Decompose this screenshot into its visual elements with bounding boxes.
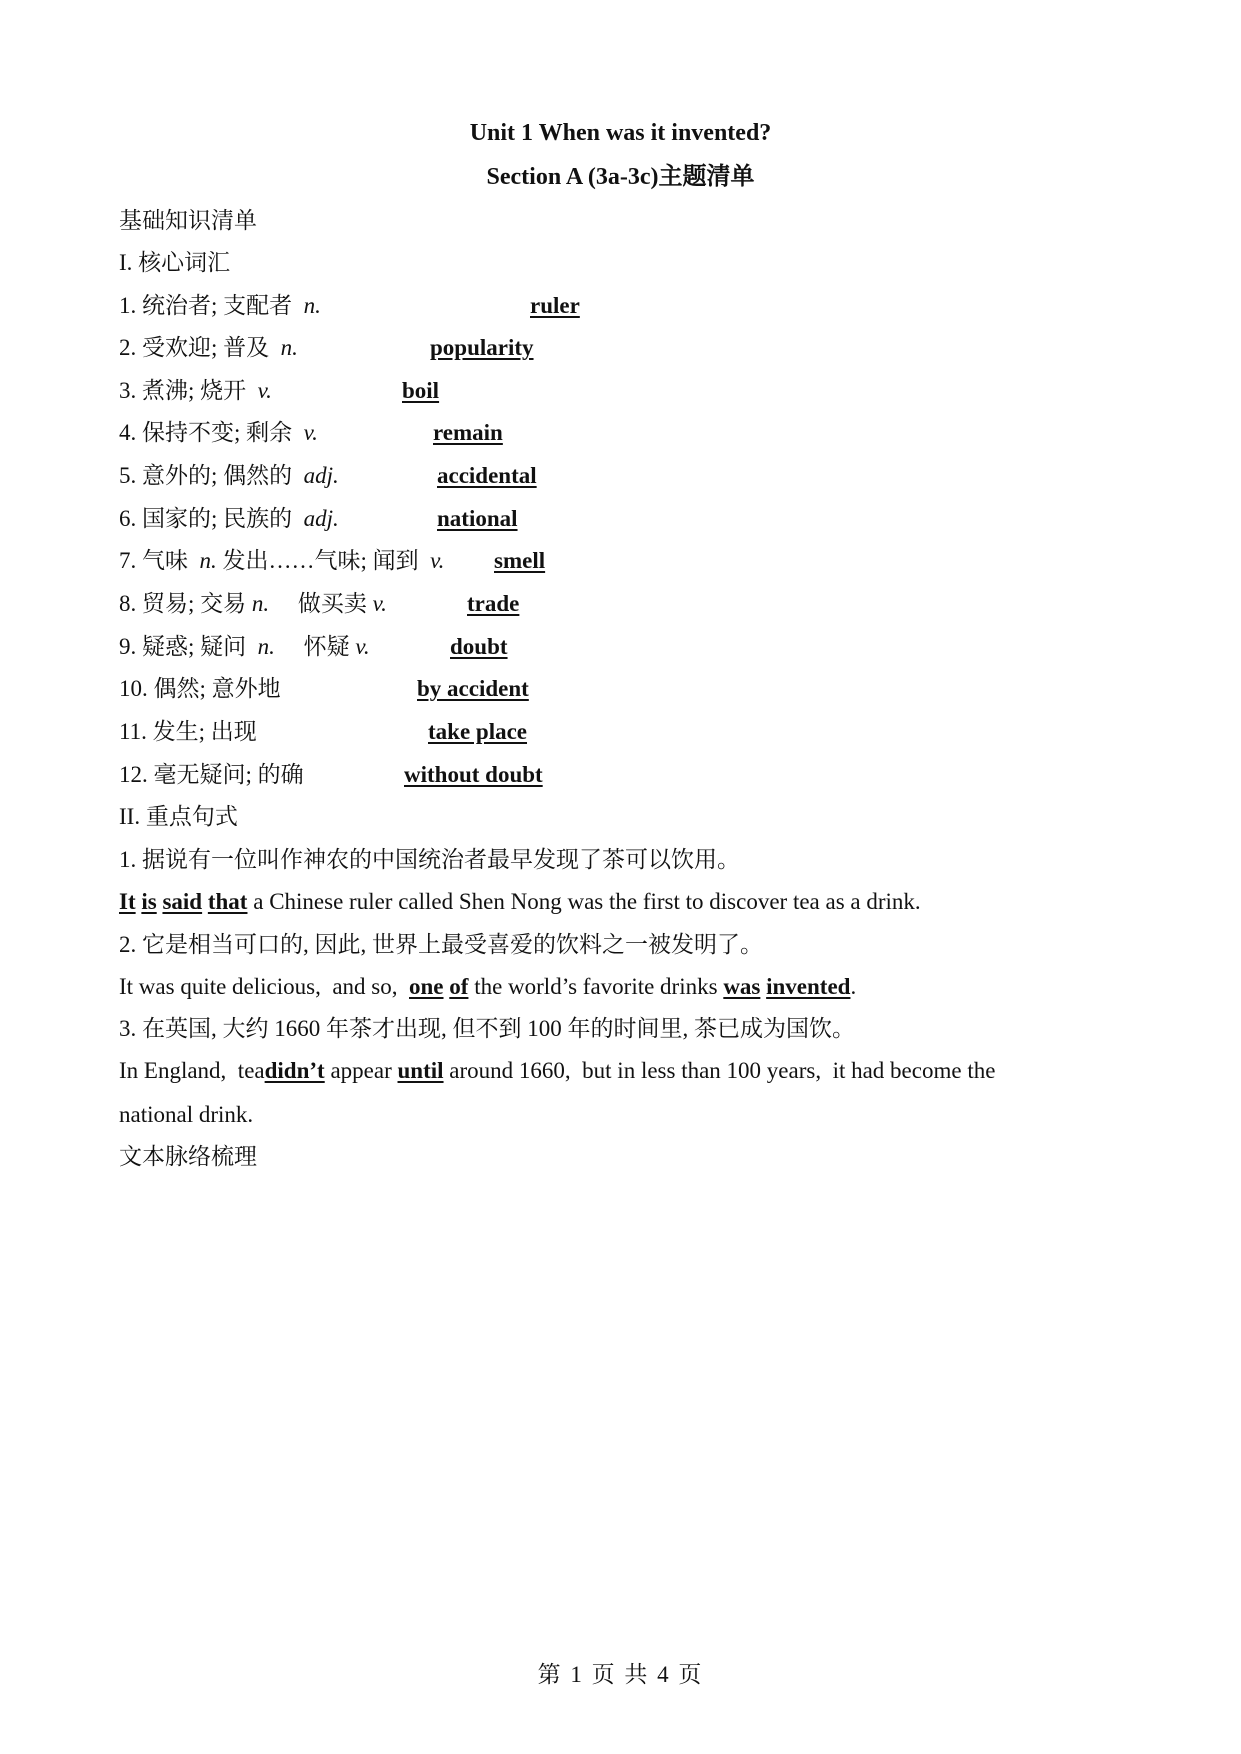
vocab-answer: doubt xyxy=(450,634,508,659)
vocab-answer: without doubt xyxy=(404,762,543,787)
vocab-item: 10. 偶然; 意外地 xyxy=(119,676,281,701)
section-basic-heading: 基础知识清单 xyxy=(119,208,257,233)
page-footer: 第 1 页 共 4 页 xyxy=(537,1662,704,1687)
vocab-item: 12. 毫无疑问; 的确 xyxy=(119,762,304,787)
vocab-answer: ruler xyxy=(530,293,580,318)
vocab-answer: boil xyxy=(402,378,440,403)
vocab-heading: I. 核心词汇 xyxy=(119,250,231,275)
sentence-en: It was quite delicious, and so, one of the world’s favorite drinks was invented. xyxy=(119,974,857,999)
sentence-heading: II. 重点句式 xyxy=(119,804,238,829)
vocab-item: 9. 疑惑; 疑问 n. 怀疑 v. xyxy=(119,634,370,659)
vocab-item: 8. 贸易; 交易 n. 做买卖 v. xyxy=(119,591,387,616)
vocab-item: 6. 国家的; 民族的 adj. xyxy=(119,506,339,531)
sentence-cn: 3. 在英国, 大约 1660 年茶才出现, 但不到 100 年的时间里, 茶已成为国饮。 xyxy=(119,1016,855,1041)
page-subtitle: Section A (3a-3c)主题清单 xyxy=(486,164,755,190)
vocab-item: 11. 发生; 出现 xyxy=(119,719,257,744)
vocab-answer: accidental xyxy=(437,463,537,488)
vocab-item: 2. 受欢迎; 普及 n. xyxy=(119,335,298,360)
vocab-answer: remain xyxy=(433,420,503,445)
vocab-item: 7. 气味 n. 发出……气味; 闻到 v. xyxy=(119,548,445,573)
vocab-answer: national xyxy=(437,506,518,531)
vocab-answer: trade xyxy=(467,591,520,616)
sentence-cn: 1. 据说有一位叫作神农的中国统治者最早发现了茶可以饮用。 xyxy=(119,847,740,872)
vocab-answer: by accident xyxy=(417,676,529,701)
sentence-en: It is said that a Chinese ruler called Shen Nong was the first to discover tea as a drink. xyxy=(119,889,921,914)
vocab-answer: smell xyxy=(494,548,546,573)
page-title: Unit 1 When was it invented? xyxy=(469,120,772,146)
sentence-cn: 2. 它是相当可口的, 因此, 世界上最受喜爱的饮料之一被发明了。 xyxy=(119,932,763,957)
sentence-en-continued: national drink. xyxy=(119,1102,254,1127)
vocab-answer: take place xyxy=(428,719,528,744)
vocab-item: 4. 保持不变; 剩余 v. xyxy=(119,420,318,445)
vocab-item: 3. 煮沸; 烧开 v. xyxy=(119,378,272,403)
vocab-answer: popularity xyxy=(430,335,534,360)
vocab-item: 1. 统治者; 支配者 n. xyxy=(119,293,321,318)
vocab-item: 5. 意外的; 偶然的 adj. xyxy=(119,463,339,488)
sentence-en: In England, teadidn’t appear until around 1660, but in less than 100 years, it had become the xyxy=(119,1058,996,1083)
section-text-heading: 文本脉络梳理 xyxy=(119,1144,257,1169)
